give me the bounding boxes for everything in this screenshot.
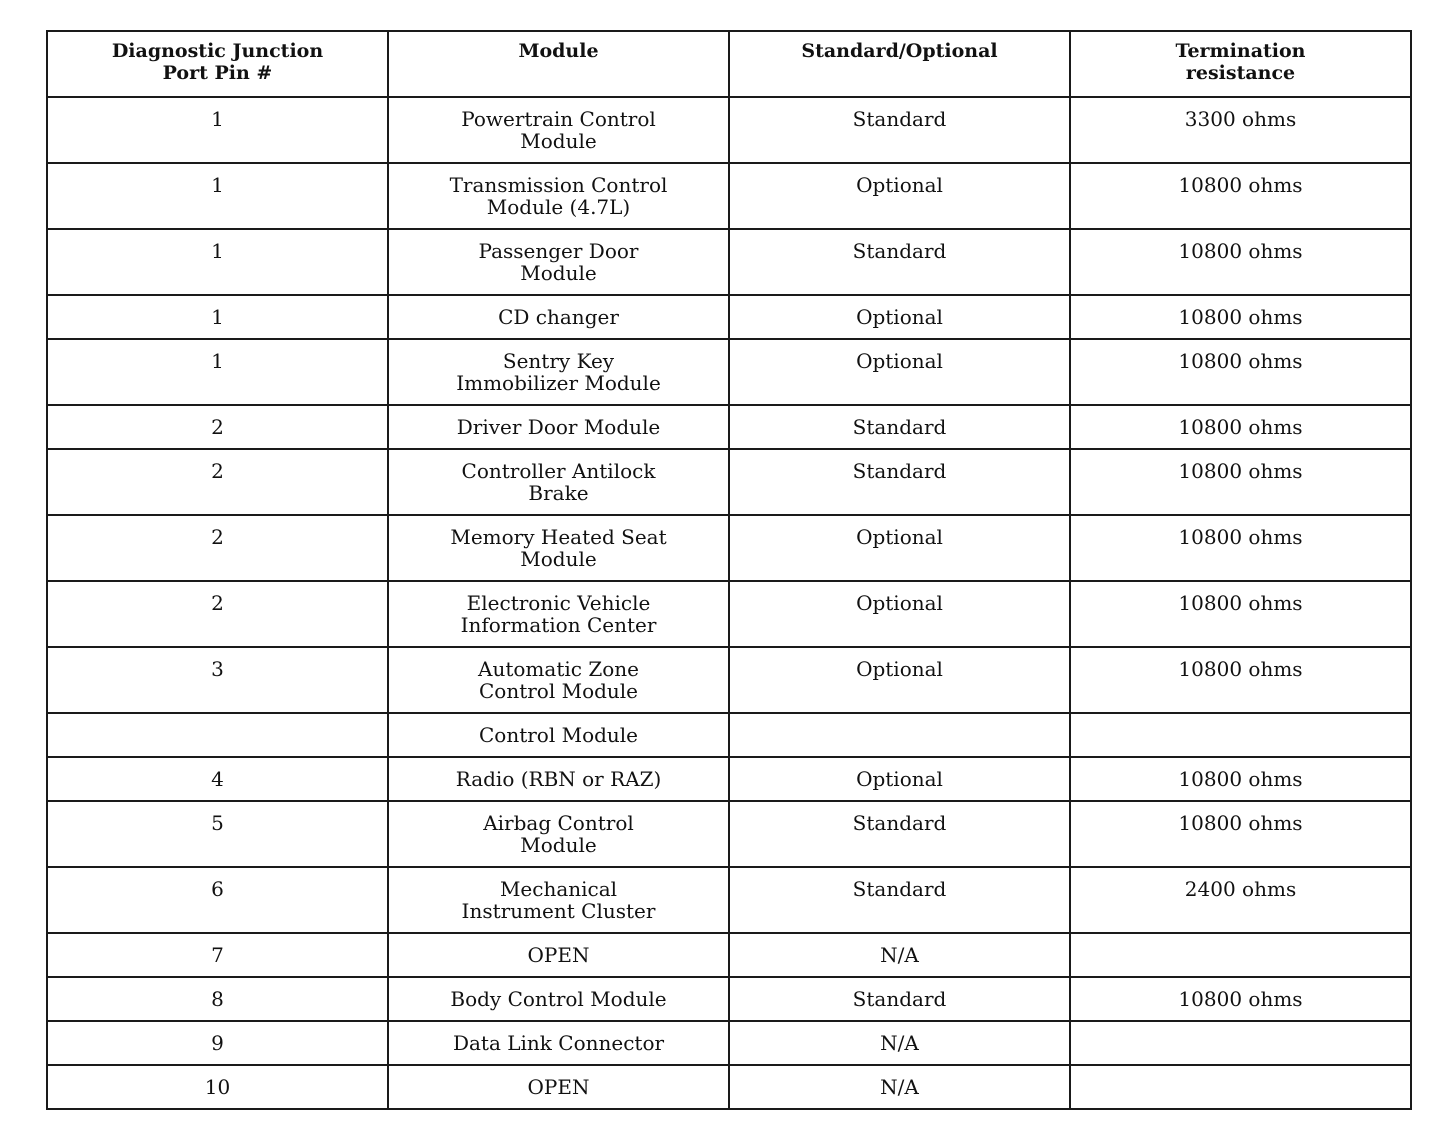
table-row [47,977,1411,1021]
cell-module [388,713,729,757]
cell-pin-text: 2 [211,525,224,549]
cell-termination-resistance [1070,1021,1411,1065]
cell-termination-resistance [1070,97,1411,163]
cell-pin [47,515,388,581]
cell-standard-optional [729,339,1070,405]
table-row [47,295,1411,339]
cell-pin [47,713,388,757]
cell-termination-resistance [1070,229,1411,295]
table-row [47,757,1411,801]
cell-termination-resistance-text: 10800 ohms [1178,987,1303,1011]
table-row [47,1021,1411,1065]
cell-standard-optional [729,163,1070,229]
header-module: Module [388,31,729,97]
junction-port-table [46,30,1412,1110]
cell-standard-optional [729,933,1070,977]
cell-termination-resistance [1070,295,1411,339]
table-row [47,933,1411,977]
table-row [47,163,1411,229]
cell-pin-text: 5 [211,811,224,835]
table-row [47,647,1411,713]
cell-pin [47,339,388,405]
cell-module [388,515,729,581]
cell-pin-text: 6 [211,877,224,901]
cell-standard-optional [729,1065,1070,1109]
cell-pin [47,1065,388,1109]
cell-pin-text: 3 [211,657,224,681]
cell-standard-optional-text: Standard [852,987,947,1011]
cell-module [388,339,729,405]
cell-pin-text: 7 [211,943,224,967]
cell-termination-resistance-text: 10800 ohms [1178,305,1303,329]
cell-module-text: Radio (RBN or RAZ) [455,767,662,791]
cell-pin-text: 1 [211,107,224,131]
cell-module [388,933,729,977]
cell-termination-resistance [1070,339,1411,405]
table-row [47,515,1411,581]
cell-pin [47,581,388,647]
cell-standard-optional [729,515,1070,581]
cell-module [388,229,729,295]
cell-standard-optional-text: N/A [880,1075,919,1099]
cell-termination-resistance [1070,801,1411,867]
cell-module-text: Control Module [478,723,639,747]
cell-standard-optional-text: Optional [856,657,943,681]
table-row [47,97,1411,163]
cell-module-text: OPEN [527,1075,590,1099]
cell-termination-resistance [1070,977,1411,1021]
cell-termination-resistance-text: 10800 ohms [1178,349,1303,373]
cell-module [388,449,729,515]
cell-module [388,977,729,1021]
cell-module-text: Automatic Zone Control Module [478,657,639,703]
cell-pin-text: 1 [211,173,224,197]
cell-module-text: CD changer [498,305,619,329]
cell-module-text: Airbag Control Module [483,811,634,857]
cell-standard-optional [729,405,1070,449]
cell-pin [47,405,388,449]
table-row [47,581,1411,647]
cell-termination-resistance [1070,449,1411,515]
cell-pin [47,295,388,339]
cell-standard-optional [729,801,1070,867]
header-standard-optional: Standard/Optional [729,31,1070,97]
cell-standard-optional [729,867,1070,933]
cell-termination-resistance [1070,515,1411,581]
cell-pin-text: 2 [211,459,224,483]
cell-module [388,581,729,647]
table-row [47,713,1411,757]
cell-standard-optional [729,757,1070,801]
cell-pin-text: 9 [211,1031,224,1055]
cell-termination-resistance [1070,1065,1411,1109]
cell-pin [47,163,388,229]
cell-module-text: Electronic Vehicle Information Center [460,591,657,637]
cell-pin-text: 1 [211,305,224,329]
cell-module [388,163,729,229]
table-row [47,229,1411,295]
cell-module [388,1021,729,1065]
cell-pin-text: 4 [211,767,224,791]
cell-pin [47,449,388,515]
cell-module [388,647,729,713]
cell-termination-resistance-text: 2400 ohms [1184,877,1297,901]
cell-standard-optional [729,295,1070,339]
cell-standard-optional [729,581,1070,647]
cell-termination-resistance-text: 10800 ohms [1178,173,1303,197]
cell-standard-optional [729,713,1070,757]
cell-standard-optional [729,977,1070,1021]
junction-port-table-container [46,30,1410,1110]
cell-pin-text: 2 [211,591,224,615]
cell-pin [47,801,388,867]
cell-module [388,801,729,867]
cell-standard-optional-text: Optional [856,173,943,197]
cell-standard-optional-text: Optional [856,525,943,549]
cell-pin-text: 8 [211,987,224,1011]
cell-standard-optional-text: Standard [852,239,947,263]
header-pin: Diagnostic Junction Port Pin # [47,31,388,97]
table-body [47,97,1411,1109]
cell-termination-resistance-text: 10800 ohms [1178,811,1303,835]
cell-module [388,867,729,933]
cell-module-text: Passenger Door Module [478,239,639,285]
cell-module-text: Mechanical Instrument Cluster [461,877,656,923]
cell-standard-optional-text: Standard [852,107,947,131]
cell-standard-optional-text: Optional [856,305,943,329]
cell-pin [47,97,388,163]
cell-module [388,757,729,801]
cell-standard-optional [729,647,1070,713]
cell-pin [47,647,388,713]
cell-module [388,1065,729,1109]
cell-module-text: Powertrain Control Module [461,107,656,153]
cell-module [388,405,729,449]
cell-pin [47,867,388,933]
cell-termination-resistance [1070,713,1411,757]
cell-module [388,97,729,163]
cell-standard-optional [729,449,1070,515]
cell-pin-text: 1 [211,239,224,263]
cell-termination-resistance-text: 10800 ohms [1178,459,1303,483]
cell-module-text: Data Link Connector [452,1031,665,1055]
cell-termination-resistance-text: 10800 ohms [1178,415,1303,439]
cell-termination-resistance [1070,757,1411,801]
cell-termination-resistance-text: 3300 ohms [1184,107,1297,131]
cell-termination-resistance [1070,163,1411,229]
cell-standard-optional-text: N/A [880,943,919,967]
cell-termination-resistance-text: 10800 ohms [1178,239,1303,263]
cell-termination-resistance-text: 10800 ohms [1178,767,1303,791]
cell-pin [47,1021,388,1065]
table-row [47,449,1411,515]
cell-standard-optional [729,1021,1070,1065]
table-header-row [47,31,1411,97]
table-row [47,867,1411,933]
cell-standard-optional-text: Standard [852,811,947,835]
header-termination-resistance: Termination resistance [1070,31,1411,97]
cell-termination-resistance-text: 10800 ohms [1178,525,1303,549]
cell-standard-optional [729,229,1070,295]
cell-termination-resistance-text: 10800 ohms [1178,591,1303,615]
cell-module-text: Body Control Module [450,987,667,1011]
cell-standard-optional-text: Optional [856,591,943,615]
cell-module-text: Memory Heated Seat Module [450,525,667,571]
cell-pin-text: 10 [204,1075,231,1099]
cell-pin [47,757,388,801]
cell-standard-optional-text: Standard [852,415,947,439]
cell-module-text: OPEN [527,943,590,967]
cell-pin [47,977,388,1021]
cell-standard-optional-text: Standard [852,877,947,901]
cell-pin [47,933,388,977]
table-row [47,405,1411,449]
cell-module-text: Driver Door Module [456,415,661,439]
cell-termination-resistance [1070,405,1411,449]
table-row [47,1065,1411,1109]
cell-standard-optional-text: Standard [852,459,947,483]
table-row [47,801,1411,867]
cell-standard-optional-text: Optional [856,349,943,373]
cell-termination-resistance [1070,647,1411,713]
cell-pin-text: 2 [211,415,224,439]
cell-standard-optional [729,97,1070,163]
cell-termination-resistance-text: 10800 ohms [1178,657,1303,681]
cell-module [388,295,729,339]
cell-termination-resistance [1070,933,1411,977]
cell-pin [47,229,388,295]
cell-module-text: Transmission Control Module (4.7L) [449,173,668,219]
cell-module-text: Sentry Key Immobilizer Module [456,349,661,395]
cell-pin-text: 1 [211,349,224,373]
cell-termination-resistance [1070,867,1411,933]
table-row [47,339,1411,405]
cell-termination-resistance [1070,581,1411,647]
cell-module-text: Controller Antilock Brake [461,459,656,505]
cell-standard-optional-text: Optional [856,767,943,791]
cell-standard-optional-text: N/A [880,1031,919,1055]
